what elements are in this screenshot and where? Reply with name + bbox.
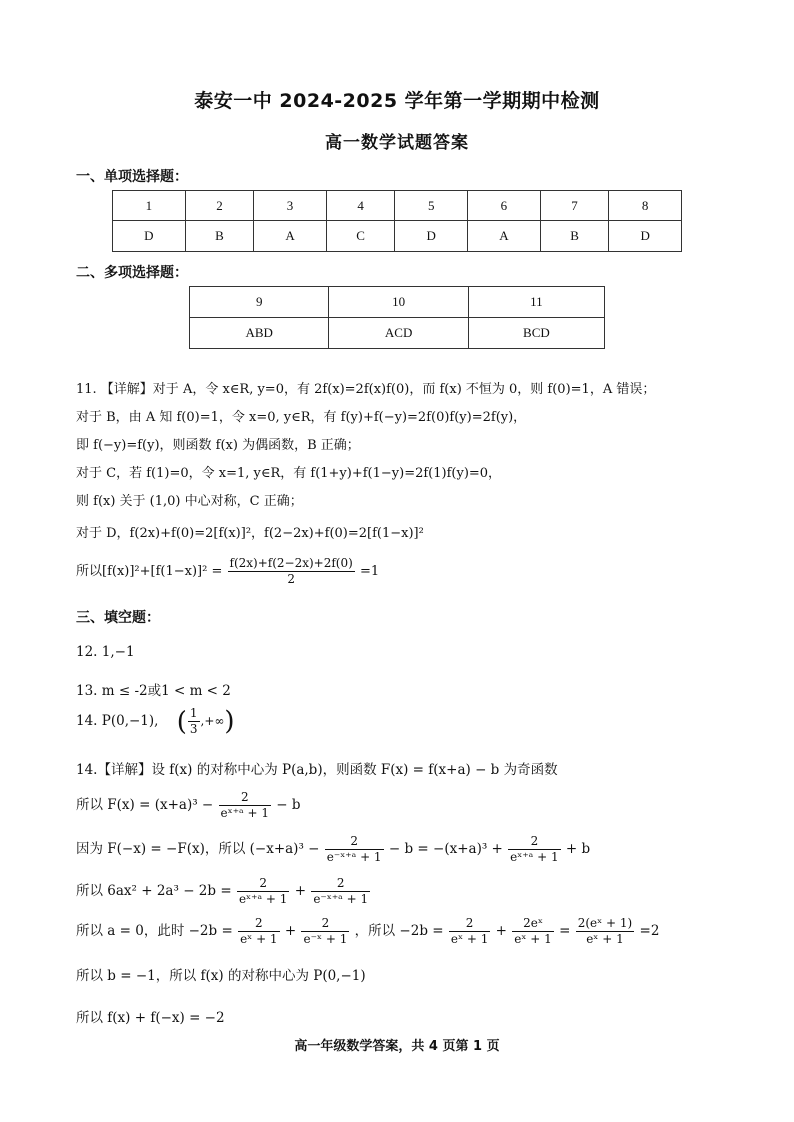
open-paren: ( [176,706,187,737]
table-cell: BCD [468,318,604,349]
q11-line-1: 11. 【详解】对于 A，令 x∈R, y=0，有 2f(x)=2f(x)f(0)，而 f(x) 不恒为 0，则 f(0)=1，A 错误； [76,382,656,397]
table-cell: 11 [468,287,604,318]
q11-line-4: 对于 C，若 f(1)=0，令 x=1, y∈R，有 f(1+y)+f(1−y)=2f(1)f(y)=0， [76,466,502,481]
fraction-numerator: 2 [325,834,384,850]
table-cell: ACD [329,318,468,349]
q11-line-6: 对于 D，f(2x)+f(0)=2[f(x)]²，f(2−2x)+f(0)=2[f(1−x)]² [76,526,424,541]
q14-l5-fraction-5 [576,916,635,947]
fraction-numerator: 2 [219,790,271,806]
q14-line-4 [76,876,371,907]
table-cell: 9 [190,287,329,318]
q11-line-7 [76,556,379,587]
q11-fraction [228,556,355,587]
q14-l2-fraction [219,790,271,821]
fraction-numerator: 2 [301,916,349,932]
table-cell: A [468,221,541,252]
fraction-denominator: eˣ⁺ᵃ + 1 [510,850,559,864]
q11-line-5: 则 f(x) 关于 (1,0) 中心对称，C 正确； [76,494,303,509]
q14-line-2 [76,790,301,821]
table-cell: D [609,221,682,252]
table-cell: 2 [185,191,253,221]
close-paren: ) [224,706,235,737]
fraction-denominator: e⁻ˣ⁺ᵃ + 1 [326,850,382,864]
q14-l3-fraction-2 [508,834,560,865]
page-subtitle: 高一数学试题答案 [325,133,469,153]
fraction-denominator: eˣ⁺ᵃ + 1 [238,892,288,906]
answer-13: 13. m ≤ -2或1 < m < 2 [76,683,231,699]
fraction-numerator: 2 [238,916,280,932]
table-cell: D [113,221,186,252]
table-row [190,287,605,318]
fraction-denominator: eˣ + 1 [450,932,489,946]
q14-line-7: 所以 f(x) + f(−x) = −2 [76,1010,225,1026]
answer-14 [76,706,235,737]
single-choice-table [112,190,682,252]
q11-last-result: =1 [359,564,380,579]
q14-line-1: 14.【详解】设 f(x) 的对称中心为 P(a,b)，则函数 F(x) = f(x+a) − b 为奇函数 [76,762,558,778]
section1-heading: 一、单项选择题： [76,169,188,185]
fraction-denominator: eˣ⁺ᵃ + 1 [220,806,269,820]
q14-l5-fraction-1 [238,916,280,947]
fraction-numerator: 2 [508,834,560,850]
fraction-numerator: 1 [189,706,198,720]
q14-l5-fraction-3 [449,916,491,947]
fraction-numerator: 2eˣ [512,916,554,932]
table-cell: A [254,221,327,252]
table-cell: 3 [254,191,327,221]
answer-12: 12. 1,−1 [76,644,135,660]
fraction-denominator: 2 [287,572,295,586]
table-cell: ABD [190,318,329,349]
table-cell: C [326,221,394,252]
q14-l2-pre: 所以 F(x) = (x+a)³ − [76,797,214,813]
q14-l5-mid: ，所以 −2b = [354,923,444,939]
q14-l4-fraction-1 [237,876,289,907]
table-cell: B [185,221,253,252]
equals-sign: = [559,923,571,939]
plus-sign: + [495,923,507,939]
answer-14-fraction [188,706,200,737]
table-cell: 10 [329,287,468,318]
q14-l5-post: =2 [639,923,660,939]
q11-line-2: 对于 B，由 A 知 f(0)=1，令 x=0, y∈R，有 f(y)+f(−y)=2f(0)f(y)=2f(y)， [76,410,527,425]
q14-l5-fraction-2 [301,916,349,947]
q14-l3-fraction-1 [325,834,384,865]
fraction-denominator: eˣ + 1 [514,932,552,946]
q14-l3-post: + b [565,841,591,857]
section2-heading: 二、多项选择题： [76,265,188,281]
fraction-denominator: eˣ + 1 [586,932,624,946]
table-cell: 7 [540,191,608,221]
fraction-numerator: f(2x)+f(2−2x)+2f(0) [229,556,353,570]
fraction-numerator: 2 [237,876,289,892]
table-row [190,318,605,349]
q14-l3-pre: 因为 F(−x) = −F(x)，所以 (−x+a)³ − [76,841,320,857]
table-row [113,221,682,252]
plus-sign: + [284,923,297,939]
q14-l4-pre: 所以 6ax² + 2a³ − 2b = [76,883,232,899]
table-cell: D [395,221,468,252]
fraction-denominator: e⁻ˣ + 1 [303,932,348,946]
table-cell: 8 [609,191,682,221]
answer-14-tail: ,+∞ [200,714,225,728]
page-title: 泰安一中 2024-2025 学年第一学期期中检测 [194,90,600,112]
answer-14-prefix: 14. P(0,−1), [76,713,159,729]
page-footer: 高一年级数学答案，共 4 页第 1 页 [294,1039,500,1054]
table-cell: 4 [326,191,394,221]
fraction-numerator: 2 [311,876,370,892]
q14-l2-post: − b [276,797,301,813]
fraction-numerator: 2 [449,916,491,932]
fraction-denominator: eˣ + 1 [240,932,278,946]
plus-sign: + [294,883,307,899]
table-cell: B [540,221,608,252]
fraction-denominator: 3 [189,722,198,736]
table-row [113,191,682,221]
q14-l3-mid: − b = −(x+a)³ + [388,841,503,857]
q14-line-3 [76,834,590,865]
q14-l5-fraction-4 [512,916,554,947]
table-cell: 6 [468,191,541,221]
q11-line-3: 即 f(−y)=f(y)，则函数 f(x) 为偶函数，B 正确； [76,438,360,453]
multi-choice-table [189,286,605,349]
section3-heading: 三、填空题： [76,610,160,626]
table-cell: 1 [113,191,186,221]
fraction-denominator: e⁻ˣ⁺ᵃ + 1 [313,892,369,906]
q14-line-6: 所以 b = −1，所以 f(x) 的对称中心为 P(0,−1) [76,968,366,984]
q11-last-prefix: 所以[f(x)]²+[f(1−x)]² = [76,564,223,579]
q14-l4-fraction-2 [311,876,370,907]
q14-l5-pre: 所以 a = 0，此时 −2b = [76,923,233,939]
fraction-numerator: 2(eˣ + 1) [577,916,633,930]
table-cell: 5 [395,191,468,221]
q14-line-5 [76,916,659,947]
